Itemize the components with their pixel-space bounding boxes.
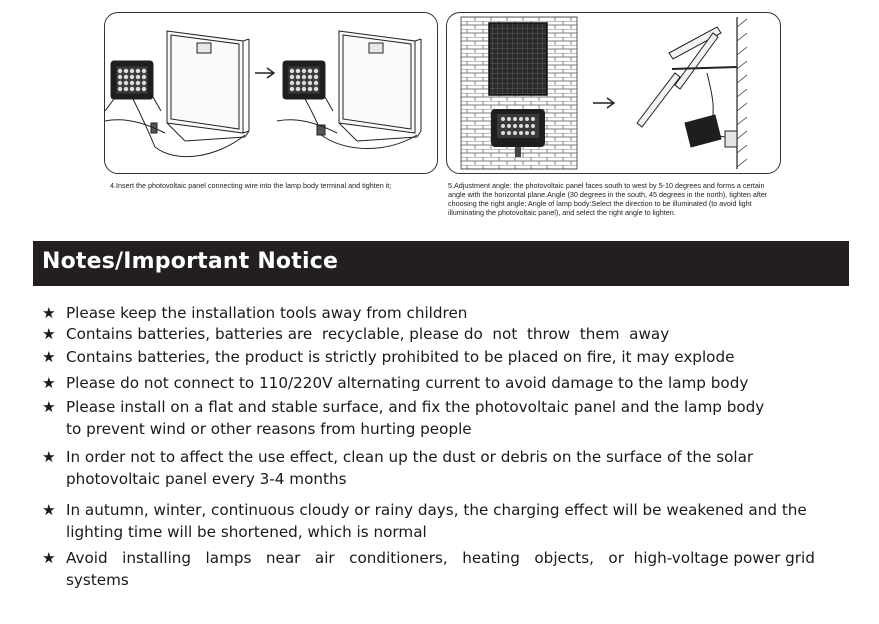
figure-step-5-caption: 5.Adjustment angle: the photovoltaic panel faces south to west by 5-10 degrees and forms a certain angle with the horizontal plane.Angle (30 degrees in the south, 45 degrees in the north), tighten after choosing the right angle; Angle of lamp body:Select the direction to be illuminated (to avoid light illuminating the photovoltaic panel), and select the right angle to lighten.: [448, 181, 768, 217]
notice-item-text: Please install on a flat and stable surface, and fix the photovoltaic panel and the lamp body to prevent wind or other reasons from hurting people: [66, 398, 765, 438]
list-item: [42, 302, 842, 324]
list-item: [42, 323, 842, 345]
star-icon: ★: [42, 398, 56, 416]
notice-title: Notes/Important Notice: [42, 249, 339, 274]
notice-item-text: In autumn, winter, continuous cloudy or rainy days, the charging effect will be weakened and the lighting time will be shortened, which is normal: [66, 501, 807, 541]
notice-item-text: In order not to affect the use effect, clean up the dust or debris on the surface of the solar photovoltaic panel every 3-4 months: [66, 448, 754, 488]
adjust-angle-illustration: [447, 13, 780, 173]
star-icon: ★: [42, 348, 56, 366]
notice-item-text: Please keep the installation tools away from children: [66, 304, 468, 322]
star-icon: ★: [42, 325, 56, 343]
list-item: [42, 547, 832, 591]
star-icon: ★: [42, 549, 56, 567]
star-icon: ★: [42, 501, 56, 519]
notice-item-text: Contains batteries, the product is strictly prohibited to be placed on fire, it may explode: [66, 348, 735, 366]
notice-item-text: Contains batteries, batteries are recyclable, please do not throw them away: [66, 325, 670, 343]
star-icon: ★: [42, 374, 56, 392]
star-icon: ★: [42, 304, 56, 322]
list-item: [42, 346, 842, 368]
figure-step-4: [104, 12, 438, 174]
list-item: [42, 499, 822, 543]
figure-step-5: [446, 12, 781, 174]
notice-banner: [33, 241, 849, 286]
connect-wire-illustration: [105, 13, 437, 173]
notice-item-text: Please do not connect to 110/220V alternating current to avoid damage to the lamp body: [66, 374, 749, 392]
list-item: [42, 446, 782, 490]
list-item: [42, 396, 782, 440]
notice-item-text: Avoid installing lamps near air conditioners, heating objects, or high-voltage power grid systems: [66, 549, 820, 589]
figure-step-4-caption: 4.Insert the photovoltaic panel connecting wire into the lamp body terminal and tighten it;: [110, 181, 392, 190]
list-item: [42, 372, 842, 394]
star-icon: ★: [42, 448, 56, 466]
